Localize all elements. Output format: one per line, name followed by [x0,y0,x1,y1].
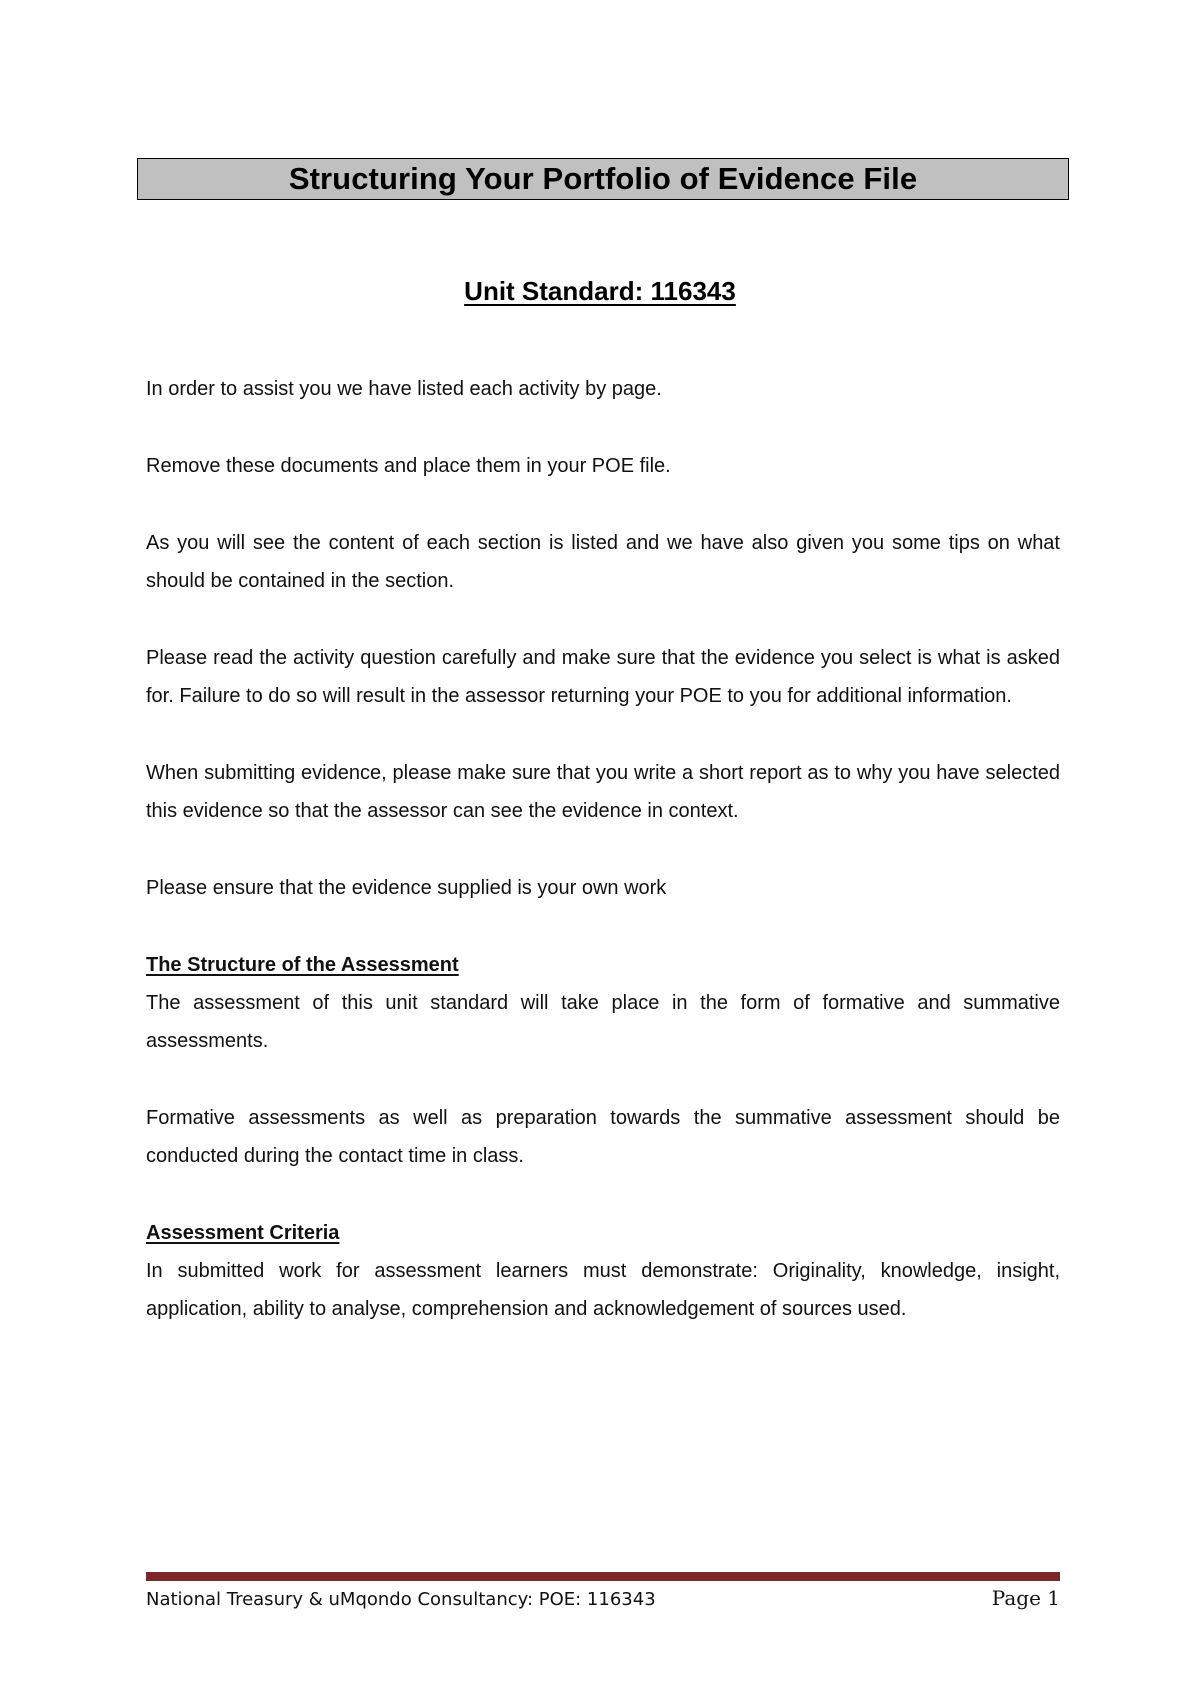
document-body [146,370,1060,1367]
heading-assessment-criteria: Assessment Criteria [146,1222,340,1244]
document-title: Structuring Your Portfolio of Evidence File [137,158,1069,200]
paragraph-formative-assessments: Formative assessments as well as preparation towards the summative assessment should be conducted during the contact time in class. [146,1107,1060,1167]
paragraph-criteria: In submitted work for assessment learners must demonstrate: Originality, knowledge, insight, application, ability to analyse, comprehension and acknowledgement of sources used. [146,1260,1060,1320]
paragraph-submitting-evidence: When submitting evidence, please make sure that you write a short report as to why you have selected this evidence so that the assessor can see the evidence in context. [146,762,1060,822]
footer-divider [146,1572,1060,1581]
paragraph-remove-documents: Remove these documents and place them in your POE file. [146,455,671,477]
footer-organization: National Treasury & uMqondo Consultancy: POE: 116343 [146,1589,656,1610]
paragraph-assessment-form: The assessment of this unit standard will take place in the form of formative and summative assessments. [146,992,1060,1052]
paragraph-section-content: As you will see the content of each section is listed and we have also given you some tips on what should be contained in the section. [146,532,1060,592]
paragraph-activity-list: In order to assist you we have listed each activity by page. [146,378,662,400]
paragraph-own-work: Please ensure that the evidence supplied is your own work [146,877,667,899]
heading-structure-of-assessment: The Structure of the Assessment [146,954,459,976]
unit-standard-heading: Unit Standard: 116343 [464,276,736,306]
footer-page-number: Page 1 [991,1586,1060,1610]
page-footer [146,1586,1060,1610]
paragraph-read-carefully: Please read the activity question carefully and make sure that the evidence you select is what is asked for. Failure to do so will result in the assessor returning your POE to you for additional information. [146,647,1060,707]
